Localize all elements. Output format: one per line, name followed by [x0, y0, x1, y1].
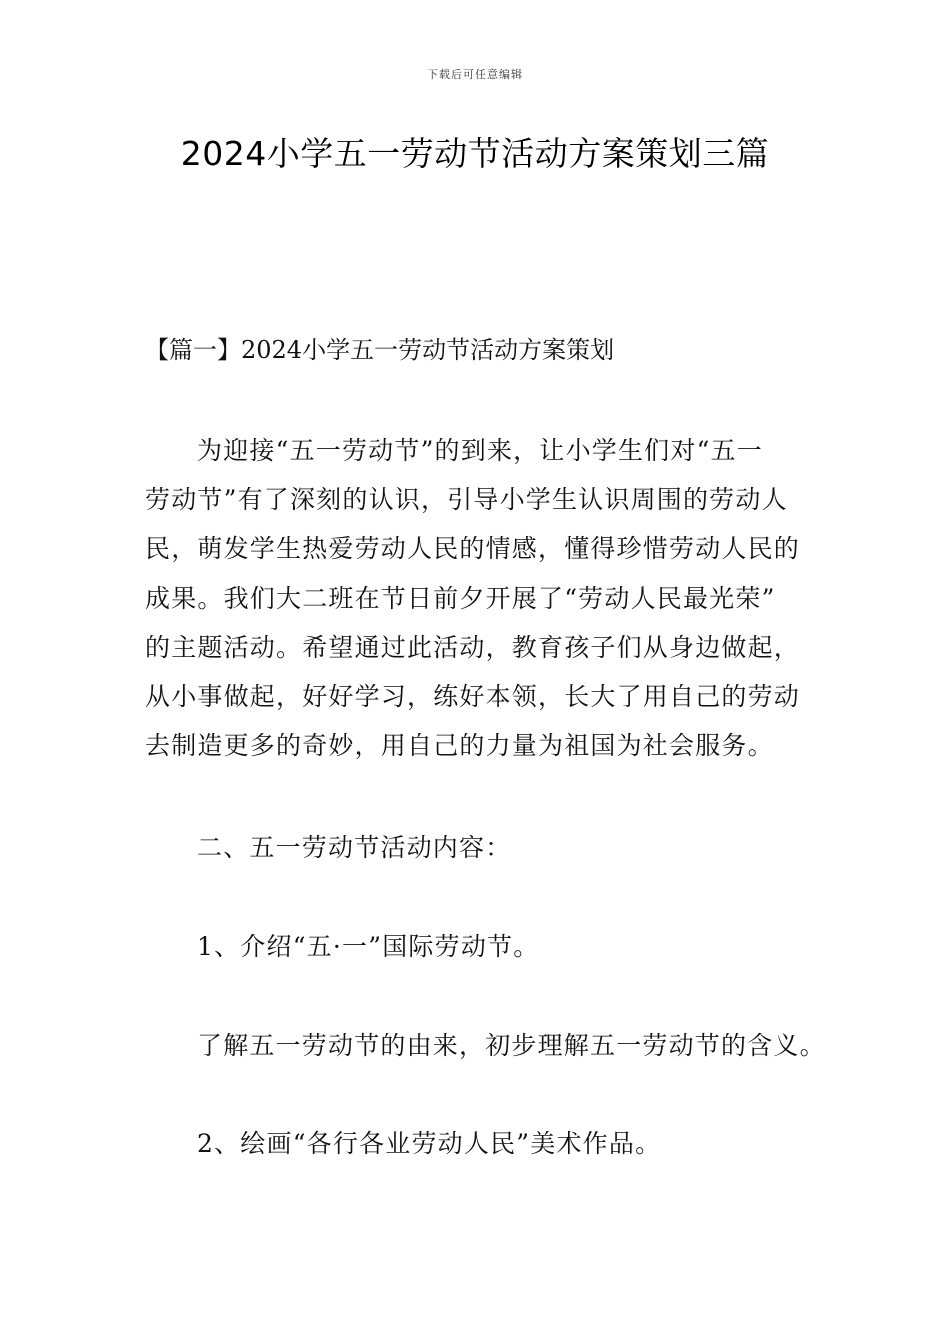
intro-line: 成果。我们大二班在节日前夕开展了“劳动人民最光荣” — [145, 583, 776, 613]
intro-line: 劳动节”有了深刻的认识，引导小学生认识周围的劳动人 — [145, 485, 788, 515]
section-heading: 【篇一】2024小学五一劳动节活动方案策划 — [145, 336, 615, 364]
intro-line: 去制造更多的奇妙，用自己的力量为祖国为社会服务。 — [145, 731, 774, 761]
content-heading: 二、五一劳动节活动内容： — [197, 833, 512, 862]
intro-line: 民，萌发学生热爱劳动人民的情感，懂得珍惜劳动人民的 — [145, 534, 801, 564]
intro-line: 从小事做起，好好学习，练好本领，长大了用自己的劳动 — [145, 682, 801, 712]
activity-item-2: 2、绘画“各行各业劳动人民”美术作品。 — [197, 1129, 662, 1158]
document-title: 2024小学五一劳动节活动方案策划三篇 — [180, 134, 770, 173]
activity-item-1: 1、介绍“五·一”国际劳动节。 — [197, 932, 540, 961]
intro-line: 的主题活动。希望通过此活动，教育孩子们从身边做起， — [145, 632, 801, 662]
intro-paragraph — [145, 426, 810, 770]
header-note: 下载后可任意编辑 — [427, 68, 523, 81]
activity-item-1-description: 了解五一劳动节的由来，初步理解五一劳动节的含义。 — [197, 1031, 826, 1060]
intro-line: 为迎接“五一劳动节”的到来，让小学生们对“五一 — [197, 436, 763, 465]
